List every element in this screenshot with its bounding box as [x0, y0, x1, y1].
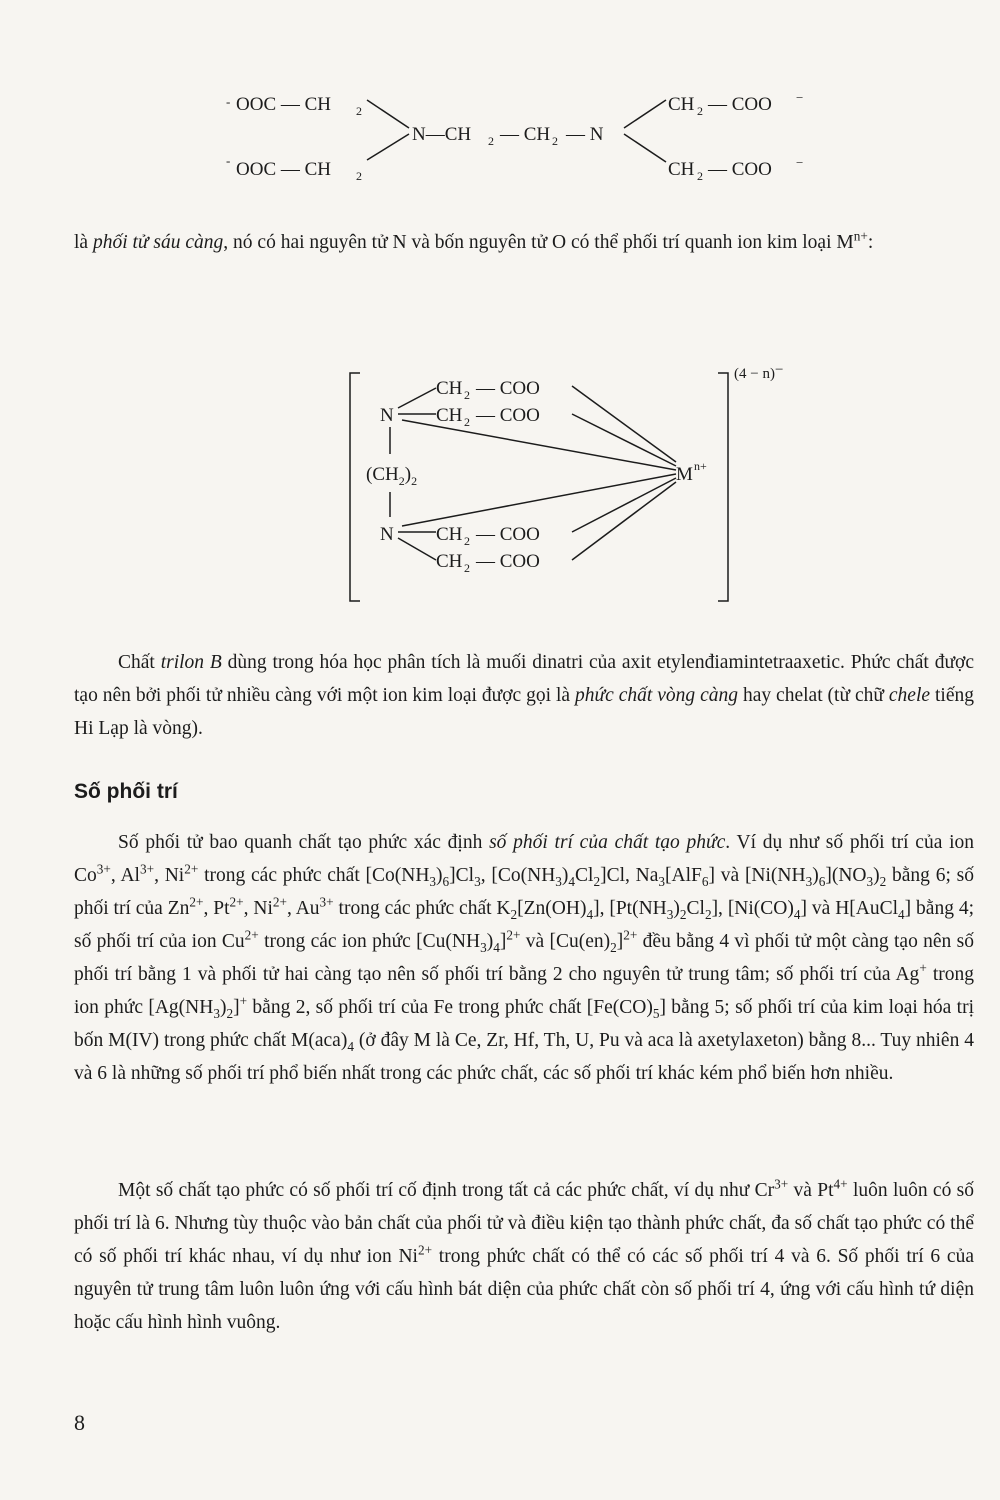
formula1-right-top: CH [668, 94, 695, 115]
coo-2: — COO [476, 405, 540, 426]
formula1-left-bottom: OOC — CH [236, 159, 332, 180]
metal-charge: n+ [694, 459, 707, 473]
paragraph-fixed-coordination: Một số chất tạo phức có số phối trí cố định trong tất cả các phức chất, ví dụ như $Cr^{3+}$ và $Pt^{4+}$ luôn luôn có số phối trí là 6. Nhưng tùy thuộc vào bản chất của phối tử và điều kiện tạo thành phức chất, đa số chất tạo phức có thể có số phối trí khác nhau, ví dụ như ion $Ni^{2+}$ trong phức chất có thể có các số phối trí 4 và 6. Số phối trí 6 của nguyên tử trung tâm luôn luôn ứng với cấu hình bát diện của phức chất còn số phối trí 4, ứng với cấu hình tứ diện hoặc cấu hình hình vuông. [74, 1176, 974, 1333]
svg-text:2: 2 [464, 534, 470, 548]
formula1-sub: 2 [488, 134, 494, 148]
formula1-minus-right: − [796, 155, 804, 170]
formula1-coo-bottom: — COO [708, 159, 772, 180]
formula1-minus-top: - [226, 94, 231, 109]
right-bracket [718, 373, 728, 601]
formula1-center-mid: — CH [500, 124, 551, 145]
complex-charge: (4 − n)− [734, 362, 784, 382]
n-bottom: N [380, 524, 394, 545]
page-number: 8 [74, 1410, 85, 1435]
svg-text:2: 2 [464, 415, 470, 429]
formula1-minus-bottom: - [226, 153, 231, 168]
paragraph-coordination-number: Số phối tử bao quanh chất tạo phức xác định số phối trí của chất tạo phức. Ví dụ như số phối trí của ion $Co^{3+}$, $Al^{3+}$, $Ni^{2+}$ trong các phức chất $[Co(NH_3)_6]Cl_3$, $[Co(NH_3)_4Cl_2]Cl$, $Na_3[AlF_6]$ và $[Ni(NH_3)_6](NO_3)_2$ bằng 6; số phối trí của $Zn^{2+}$, $Pt^{2+}$, $Ni^{2+}$, $Au^{3+}$ trong các phức chất $K_2[Zn(OH)_4]$, $[Pt(NH_3)_2Cl_2]$, $[Ni(CO)_4]$ và H[AuCl$_4$] bằng 4; số phối trí của ion $Cu^{2+}$ trong các ion phức $[Cu(NH_3)_4]^{2+}$ và $[Cu(en)_2]^{2+}$ đều bằng 4 vì phối tử một càng tạo nên số phối trí bằng 1 và phối tử hai càng tạo nên số phối trí bằng 2 cho nguyên tử trung tâm; số phối trí của Ag+ trong ion phức $[Ag(NH_3)_2]^+$ bằng 2, số phối trí của Fe trong phức chất $[Fe(CO)_5]$ bằng 5; số phối trí của kim loại hóa trị bốn M(IV) trong phức chất $M(aca)_4$ (ở đây M là Ce, Zr, Hf, Th, U, Pu và aca là axetylaxeton) bằng 8... Tuy nhiên 4 và 6 là những số phối trí phổ biến nhất trong các phức chất, các số phối trí khác kém phổ biến hơn nhiều. [74, 832, 975, 1084]
ch2-coo-2: CH [436, 405, 463, 426]
coo-4: — COO [476, 551, 540, 572]
formula1-sub: 2 [697, 169, 703, 183]
formula1-left-top: OOC — CH [236, 94, 332, 115]
section-heading: Số phối trí [74, 780, 178, 803]
ch2-coo-1: CH [436, 378, 463, 399]
ch2-coo-4: CH [436, 551, 463, 572]
formula1-minus-right: − [796, 90, 804, 105]
svg-text:2: 2 [464, 561, 470, 575]
n-top: N [380, 405, 394, 426]
coo-3: — COO [476, 524, 540, 545]
paragraph-ligand: là phối tử sáu càng, nó có hai nguyên tử N và bốn nguyên tử O có thể phối trí quanh ion kim loại $M^{n+}$: [74, 228, 874, 253]
ethylene-bridge: $(CH_2)_2$ [366, 464, 418, 488]
left-bracket [350, 373, 360, 601]
metal-ion: M [676, 464, 693, 485]
ch2-coo-3: CH [436, 524, 463, 545]
term-six-dentate: phối tử sáu càng [92, 232, 224, 253]
formula1-sub: 2 [356, 169, 362, 183]
formula1-center-n: N—CH [412, 124, 472, 145]
formula1-right-bottom: CH [668, 159, 695, 180]
formula1-sub: 2 [356, 104, 362, 118]
svg-text:2: 2 [464, 388, 470, 402]
coo-1: — COO [476, 378, 540, 399]
formula1-center-end: — N [566, 124, 604, 145]
formula1-coo-top: — COO [708, 94, 772, 115]
formula1-sub: 2 [552, 134, 558, 148]
paragraph-trilon: Chất trilon B dùng trong hóa học phân tích là muối dinatri của axit etylenđiamintetraaxetic. Phức chất được tạo nên bởi phối tử nhiều càng với một ion kim loại được gọi là phức chất vòng càng hay chelat (từ chữ chele tiếng Hi Lạp là vòng). [74, 652, 974, 739]
formula1-sub: 2 [697, 104, 703, 118]
